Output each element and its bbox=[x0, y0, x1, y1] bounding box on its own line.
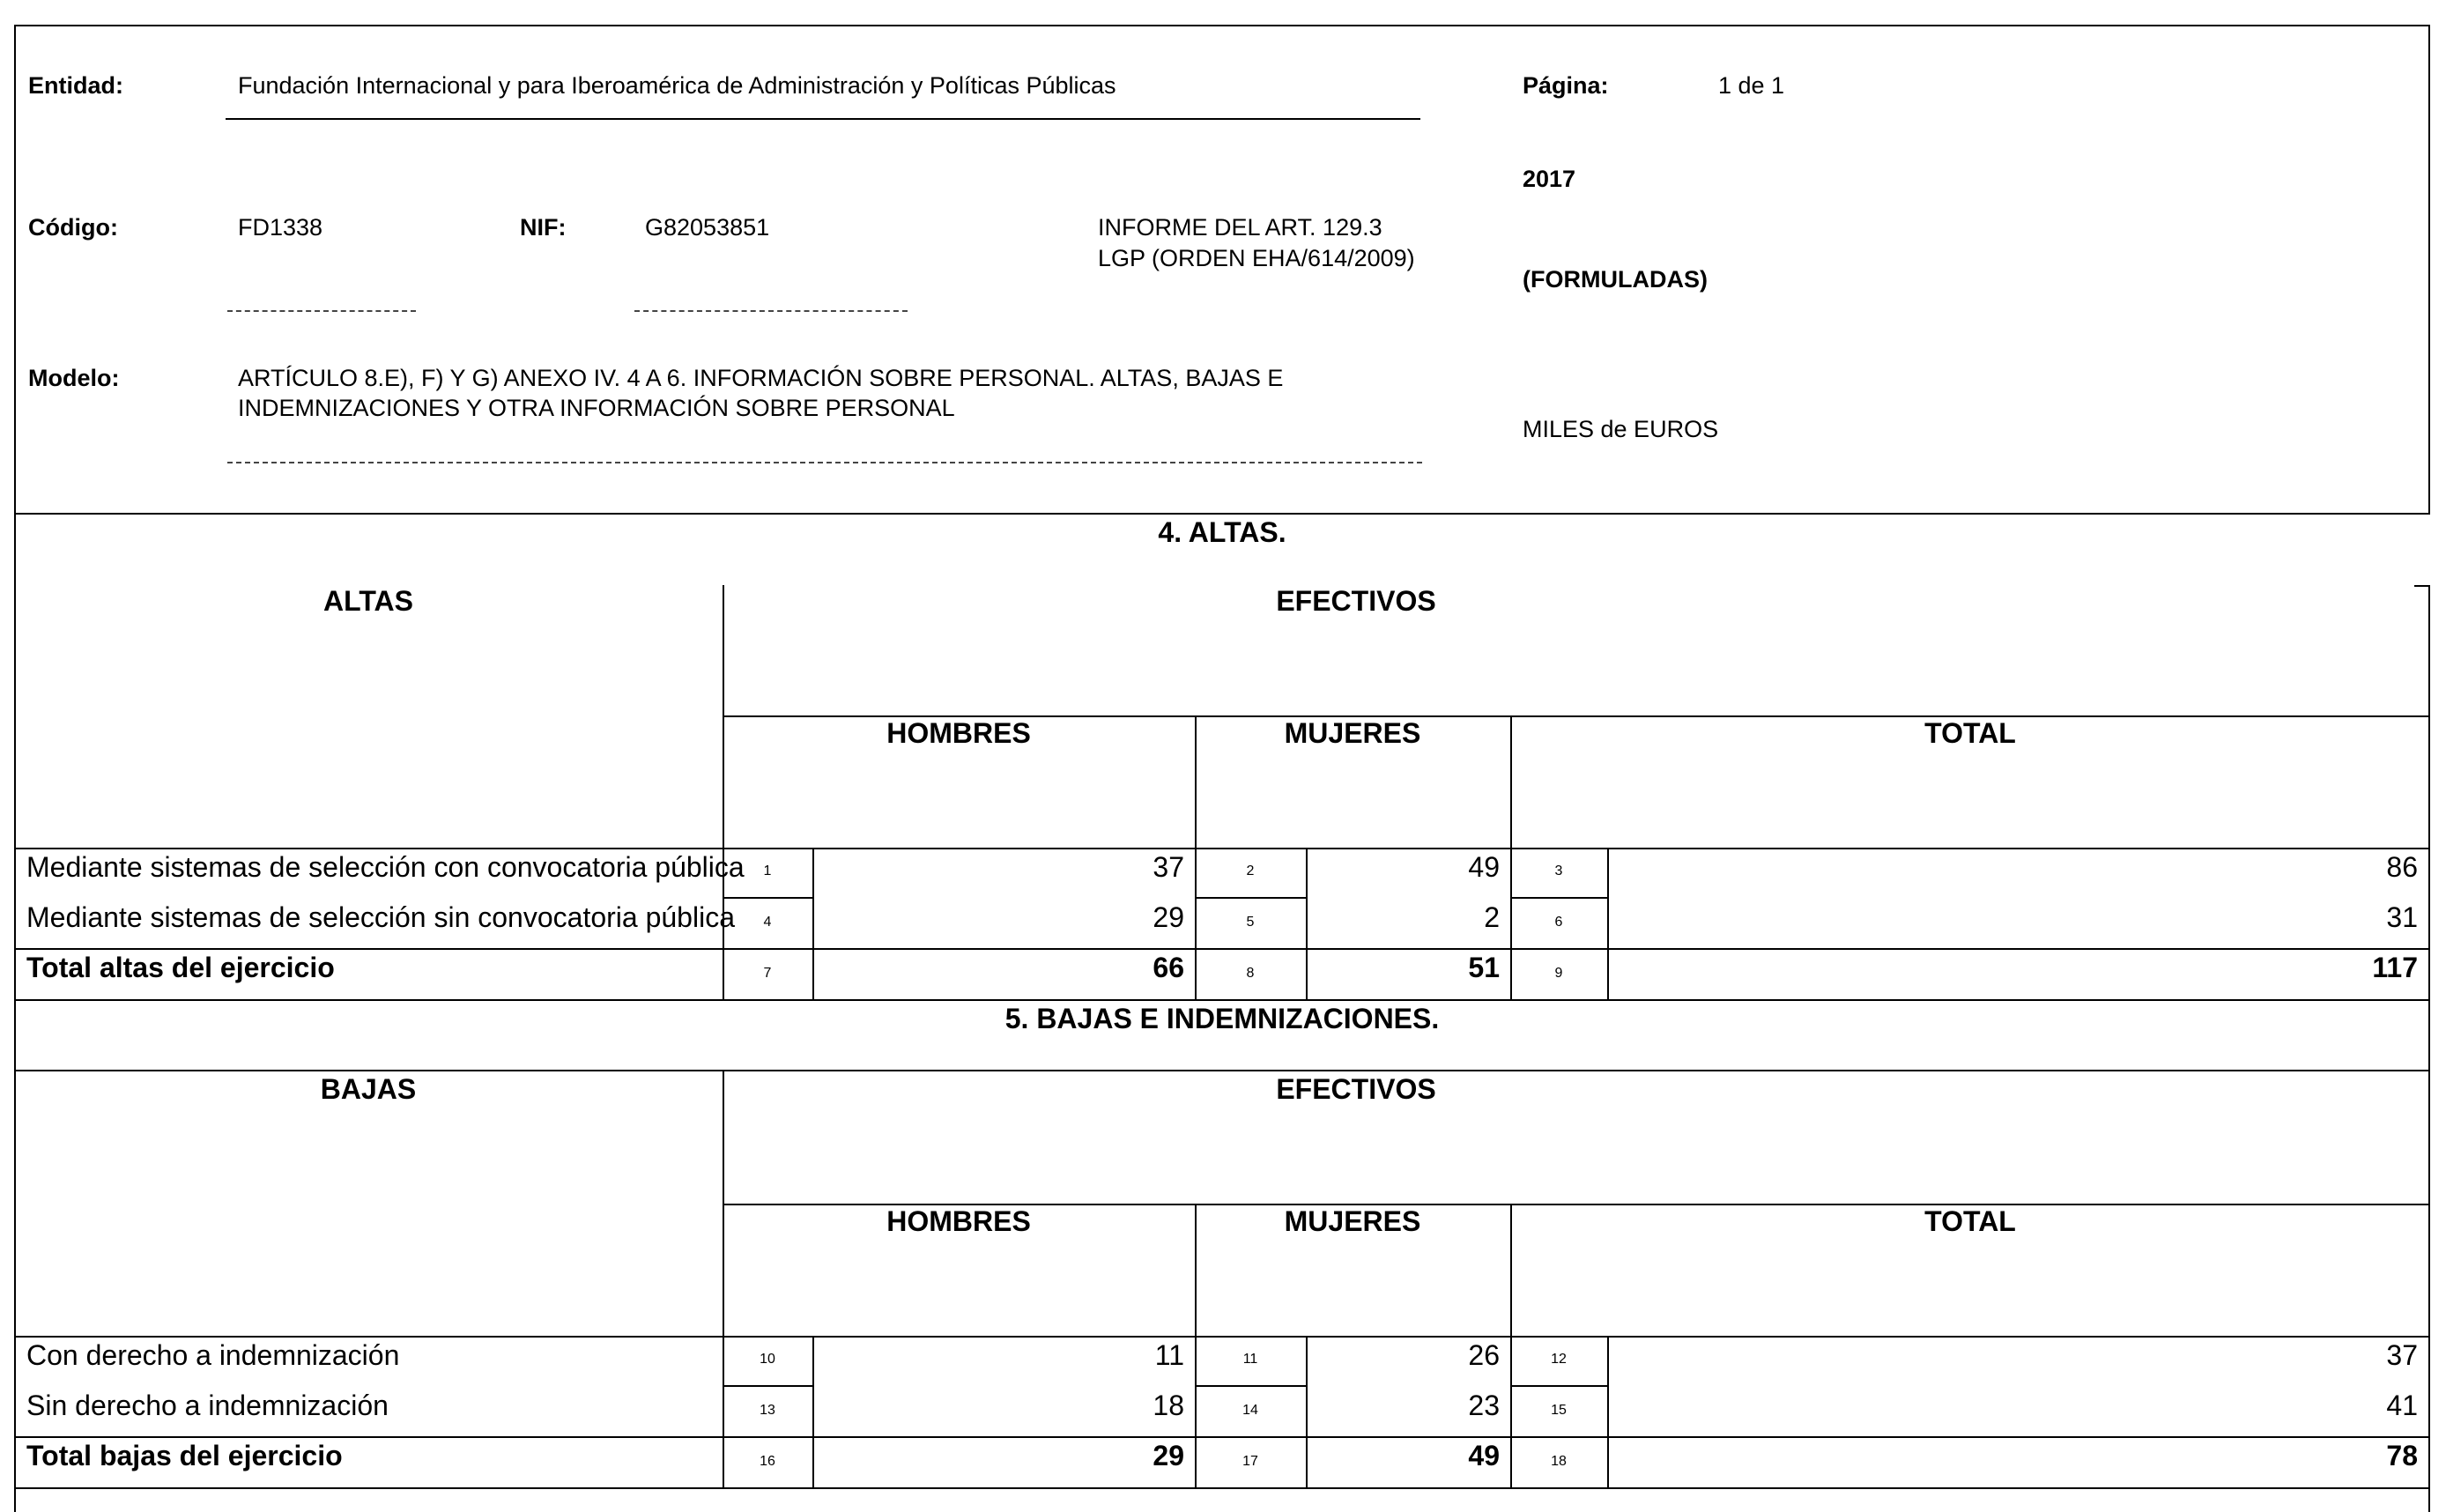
altas-m-t-divider bbox=[1510, 715, 1512, 1001]
modelo-label: Modelo: bbox=[28, 365, 120, 391]
altas-total-label: Total altas del ejercicio bbox=[26, 952, 335, 983]
altas-row-index: 7 bbox=[763, 966, 772, 981]
altas-h-m-divider bbox=[1195, 715, 1197, 1001]
bajas-total-total: 78 bbox=[2386, 1440, 2418, 1471]
altas-efectivos-top bbox=[2414, 585, 2430, 587]
altas-total-mujeres: 51 bbox=[1468, 952, 1500, 983]
bajas-row-index: 15 bbox=[1551, 1403, 1567, 1418]
altas-row-header: ALTAS bbox=[323, 585, 413, 617]
codigo-value: FD1338 bbox=[238, 214, 323, 241]
bajas-section-title: 5. BAJAS E INDEMNIZACIONES. bbox=[1004, 1003, 1440, 1034]
bajas-row-mujeres: 23 bbox=[1468, 1390, 1500, 1421]
altas-row-index: 8 bbox=[1246, 966, 1255, 981]
bajas-row-index: 18 bbox=[1551, 1454, 1567, 1469]
modelo-underline bbox=[227, 462, 1422, 463]
altas-row-index: 2 bbox=[1246, 863, 1255, 878]
codigo-label: Código: bbox=[28, 214, 118, 241]
bajas-total-top bbox=[14, 1436, 2430, 1438]
bajas-col-hombres: HOMBRES bbox=[886, 1205, 1031, 1237]
bajas-col-mujeres: MUJERES bbox=[1284, 1205, 1421, 1237]
bajas-row-total: 41 bbox=[2386, 1390, 2418, 1421]
units-label: MILES de EUROS bbox=[1523, 416, 1719, 442]
bajas-outer-right bbox=[2428, 1070, 2430, 1489]
altas-row-index: 5 bbox=[1246, 915, 1255, 930]
page-frame-left bbox=[14, 1487, 16, 1512]
altas-row-index: 9 bbox=[1554, 966, 1563, 981]
modelo-line2: INDEMNIZACIONES Y OTRA INFORMACIÓN SOBRE PERSONAL bbox=[238, 395, 955, 421]
bajas-h-m-divider bbox=[1195, 1204, 1197, 1489]
altas-section-title: 4. ALTAS. bbox=[1158, 516, 1286, 548]
altas-efectivos-left bbox=[723, 585, 724, 1001]
entidad-underline bbox=[226, 118, 1420, 120]
bajas-row-index: 12 bbox=[1551, 1352, 1567, 1367]
entidad-value: Fundación Internacional y para Iberoamérica de Administración y Políticas Públicas bbox=[238, 72, 1116, 99]
nif-label: NIF: bbox=[520, 214, 567, 241]
altas-row-total: 86 bbox=[2386, 851, 2418, 883]
altas-idx3-mid bbox=[1510, 897, 1609, 899]
bajas-group-header: EFECTIVOS bbox=[1276, 1073, 1436, 1105]
bajas-m-t-divider bbox=[1510, 1204, 1512, 1489]
bajas-outer-left bbox=[14, 1070, 16, 1489]
altas-row-index: 6 bbox=[1554, 915, 1563, 930]
altas-col-mujeres: MUJERES bbox=[1284, 717, 1421, 749]
informe-line1: INFORME DEL ART. 129.3 bbox=[1098, 214, 1382, 241]
nif-underline bbox=[634, 310, 908, 312]
altas-total-total: 117 bbox=[2372, 952, 2418, 983]
altas-row-index: 1 bbox=[763, 863, 772, 878]
altas-row-label: Mediante sistemas de selección sin convocatoria pública bbox=[26, 901, 735, 933]
bajas-top bbox=[14, 1070, 2430, 1071]
bajas-idx1-mid bbox=[723, 1385, 814, 1387]
altas-row-mujeres: 2 bbox=[1484, 901, 1500, 933]
pagina-label: Página: bbox=[1523, 72, 1609, 99]
bajas-total-mujeres: 49 bbox=[1468, 1440, 1500, 1471]
altas-row-label: Mediante sistemas de selección con convocatoria pública bbox=[26, 851, 745, 883]
bajas-bottom bbox=[14, 1487, 2430, 1489]
bajas-row-label: Sin derecho a indemnización bbox=[26, 1390, 389, 1421]
formuladas: (FORMULADAS) bbox=[1523, 266, 1708, 293]
bajas-total-hombres: 29 bbox=[1153, 1440, 1184, 1471]
altas-row-mujeres: 49 bbox=[1468, 851, 1500, 883]
page-frame-right bbox=[2428, 1487, 2430, 1512]
altas-row-total: 31 bbox=[2386, 901, 2418, 933]
modelo-line1: ARTÍCULO 8.E), F) Y G) ANEXO IV. 4 A 6. INFORMACIÓN SOBRE PERSONAL. ALTAS, BAJAS E bbox=[238, 365, 1284, 391]
informe-line2: LGP (ORDEN EHA/614/2009) bbox=[1098, 245, 1415, 271]
altas-total-hombres: 66 bbox=[1153, 952, 1184, 983]
bajas-idx3-mid bbox=[1510, 1385, 1609, 1387]
bajas-row-index: 16 bbox=[760, 1454, 775, 1469]
bajas-row-label: Con derecho a indemnización bbox=[26, 1339, 400, 1371]
altas-col-hombres: HOMBRES bbox=[886, 717, 1031, 749]
altas-group-header: EFECTIVOS bbox=[1276, 585, 1436, 617]
bajas-idx2-mid bbox=[1195, 1385, 1308, 1387]
altas-bottom bbox=[14, 999, 2430, 1001]
altas-row-hombres: 37 bbox=[1153, 851, 1184, 883]
bajas-row-index: 14 bbox=[1242, 1403, 1258, 1418]
bajas-row-hombres: 11 bbox=[1154, 1339, 1184, 1371]
bajas-total-label: Total bajas del ejercicio bbox=[26, 1440, 343, 1471]
bajas-row-mujeres: 26 bbox=[1468, 1339, 1500, 1371]
bajas-row-index: 17 bbox=[1242, 1454, 1258, 1469]
altas-total-top bbox=[14, 948, 2430, 950]
altas-row-index: 3 bbox=[1554, 863, 1563, 878]
bajas-col-total: TOTAL bbox=[1924, 1205, 2016, 1237]
altas-idx1-mid bbox=[723, 897, 814, 899]
year: 2017 bbox=[1523, 166, 1576, 192]
codigo-underline bbox=[227, 310, 416, 312]
bajas-row-total: 37 bbox=[2386, 1339, 2418, 1371]
bajas-row-hombres: 18 bbox=[1153, 1390, 1184, 1421]
bajas-row-index: 10 bbox=[760, 1352, 775, 1367]
altas-row-hombres: 29 bbox=[1153, 901, 1184, 933]
bajas-row-index: 13 bbox=[760, 1403, 775, 1418]
bajas-efectivos-left bbox=[723, 1070, 724, 1489]
bajas-row-index: 11 bbox=[1242, 1352, 1258, 1367]
altas-idx2-mid bbox=[1195, 897, 1308, 899]
altas-row-index: 4 bbox=[763, 915, 772, 930]
nif-value: G82053851 bbox=[645, 214, 770, 241]
pagina-value: 1 de 1 bbox=[1718, 72, 1785, 99]
bajas-row-header: BAJAS bbox=[320, 1073, 417, 1105]
bajas-data-top bbox=[14, 1336, 2430, 1338]
entidad-label: Entidad: bbox=[28, 72, 123, 99]
altas-outer-right bbox=[2428, 585, 2430, 1001]
altas-col-total: TOTAL bbox=[1924, 717, 2016, 749]
altas-data-top bbox=[14, 848, 2430, 849]
